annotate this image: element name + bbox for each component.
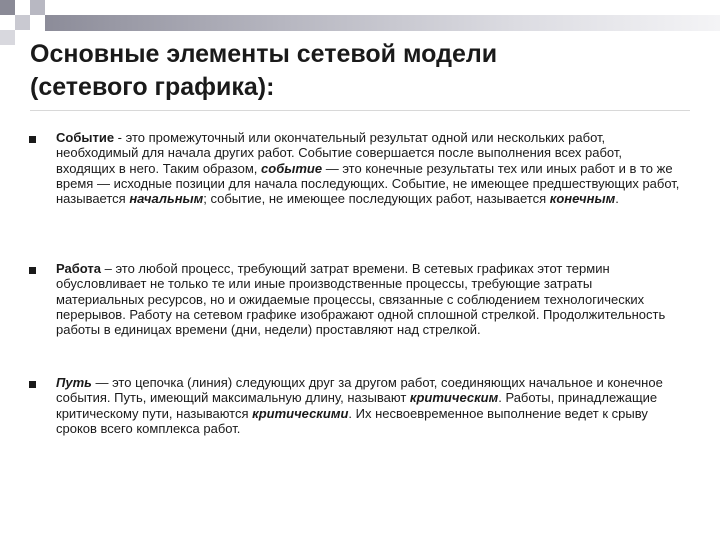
decorative-header-band xyxy=(0,0,720,30)
emphasized-term: Путь xyxy=(56,375,92,390)
slide-title xyxy=(30,38,690,104)
emphasized-term: событие xyxy=(261,160,323,176)
item-text: – это любой процесс, требующий затрат времени. В сетевых графиках этот термин обусловливает не только те или иные производственные процессы, требующие затраты материальных ресурсов, но и ожидаемые процессы, связанные с соблюдением технологических перерывов. Работу на сетевом графике изображают одной сплошной стрелкой. Продолжительность работы в единицах времени (дни, недели) проставляют над стрелкой. xyxy=(56,261,666,338)
item-text: - это промежуточный или окончательный результат одной или нескольких работ, необходимый для начала других работ. Событие совершается после выполнения всех работ, входящих в него. Таким образом, xyxy=(56,130,622,176)
square-bullet-icon xyxy=(29,381,36,388)
emphasized-term: начальным xyxy=(129,191,204,207)
item-text: . Их несвоевременное выполнение ведет к срыву сроков всего комплекса работ. xyxy=(56,405,648,436)
decor-square xyxy=(30,0,45,15)
decor-square xyxy=(0,15,15,30)
item-text: — это конечные результаты тех или иных работ и в то же время — исходные позиции для начала последующих. Событие, не имеющее предшествующих работ, называется xyxy=(56,160,680,207)
list-item xyxy=(56,375,681,436)
slide-title-line1: Основные элементы сетевой модели xyxy=(30,40,498,68)
decor-square xyxy=(0,0,15,15)
decor-square xyxy=(0,30,15,45)
slide-title-line2: (сетевого графика): xyxy=(30,73,275,101)
decor-square xyxy=(15,15,30,30)
emphasized-term: Работа xyxy=(56,261,101,276)
item-text: . Работы, принадлежащие критическому пути, называются xyxy=(56,390,658,421)
list-item xyxy=(56,130,681,206)
decor-square xyxy=(15,30,30,45)
emphasized-term: критическим xyxy=(409,390,499,406)
title-divider xyxy=(30,110,690,111)
decor-gradient-strip xyxy=(45,15,720,31)
emphasized-term: конечным xyxy=(549,191,616,207)
item-text: — это цепочка (линия) следующих друг за другом работ, соединяющих начальное и конечное события. Путь, имеющий максимальную длину, называют xyxy=(56,375,663,406)
square-bullet-icon xyxy=(29,267,36,274)
item-text: ; событие, не имеющее последующих работ, называется xyxy=(203,191,550,207)
decor-square xyxy=(15,0,30,15)
emphasized-term: Событие xyxy=(56,130,115,145)
decor-square xyxy=(30,15,45,30)
item-text: . xyxy=(615,191,619,207)
emphasized-term: критическими xyxy=(252,405,349,421)
square-bullet-icon xyxy=(29,136,36,143)
list-item xyxy=(56,261,681,337)
